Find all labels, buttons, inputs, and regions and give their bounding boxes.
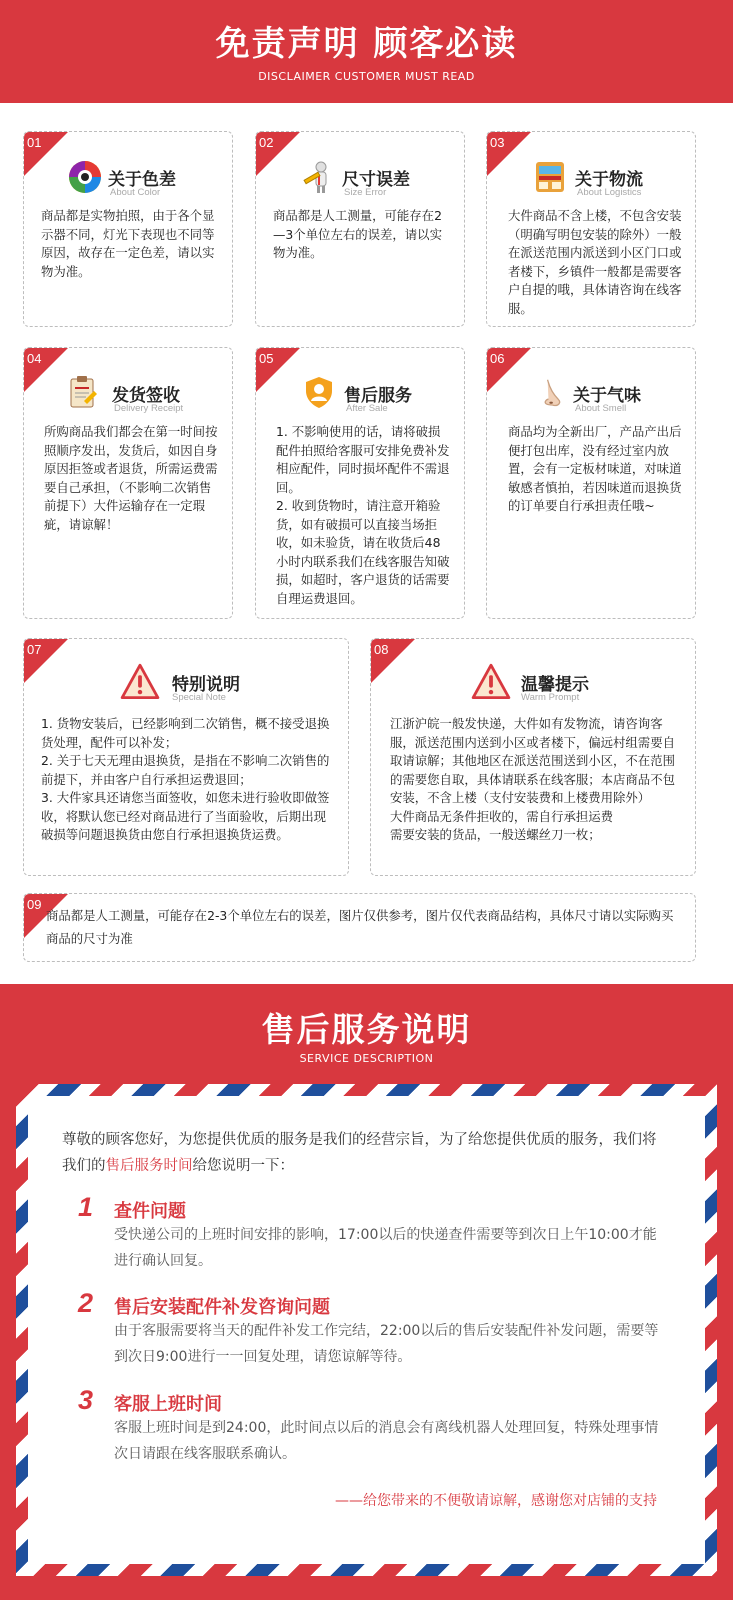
card-subtitle: Delivery Receipt (114, 403, 184, 414)
page-subtitle: DISCLAIMER CUSTOMER MUST READ (258, 70, 475, 83)
card-smell (486, 347, 696, 619)
item-text: 受快递公司的上班时间安排的影响，17:00以后的快递查件需要等到次日上午10:00才能进行确认回复。 (114, 1227, 657, 1269)
card-warm-prompt (370, 638, 696, 876)
card-subtitle: About Smell (575, 403, 627, 414)
card-color (23, 131, 233, 327)
card-text: 大件商品不含上楼，不包含安装（明确写明包安装的除外）一般在派送范围内派送到小区门口或者楼下，乡镇件一般都是需要客户自提的哦，具体请咨询在线客服。 (508, 208, 682, 316)
item-title: 查件问题 (114, 1201, 186, 1222)
card-title: 关于物流 (575, 170, 643, 190)
card-text: 1. 不影响使用的话，请将破损配件拍照给客服可安排免费补发相应配件，同时损坏配件不需退回。 2. 收到货物时，请注意开箱验货，如有破损可以直接当场拒收，如未验货，请在收货后48小时内联系我们在线客服告知破损，如超时，客户退货的话需要自理运费退回。 (276, 424, 450, 606)
item-number: 1 (78, 1192, 94, 1222)
service-section (0, 984, 733, 1600)
disclaimer-header (0, 0, 733, 103)
card-number: 01 (27, 135, 42, 150)
ruler-person-icon (300, 160, 334, 194)
service-intro: 尊敬的顾客您好，为您提供优质的服务是我们的经营宗旨，为了给您提供优质的服务，我们将我们的售后服务时间给您说明一下： (62, 1132, 657, 1174)
card-subtitle: Size Error (344, 187, 387, 198)
card-number: 06 (490, 351, 505, 366)
card-title: 关于气味 (573, 386, 641, 406)
card-number: 08 (374, 642, 389, 657)
card-number: 04 (27, 351, 42, 366)
card-subtitle: Special Note (172, 692, 226, 703)
card-subtitle: Warm Prompt (521, 692, 580, 703)
service-time-highlight: 售后服务时间 (105, 1158, 193, 1174)
warning-icon (120, 663, 160, 701)
card-text: 江浙沪皖一般发快递，大件如有发物流，请咨询客服，派送范围内送到小区或者楼下，偏远村组需要自取请谅解；其他地区在派送范围送到小区，不在范围的需要您自取，具体请联系在线客服；本店商品不包安装，不含上楼（支付安装费和上楼费用除外） 大件商品无条件拒收的，需自行承担运费 需要安装的货品，一般送螺丝刀一枚； (390, 716, 675, 842)
card-text: 所购商品我们都会在第一时间按照顺序发出，发货后，如因自身原因拒签或者退货，所需运费需要自己承担，（不影响二次销售前提下）大件运输存在一定瑕疵，请谅解！ (44, 424, 218, 532)
card-number: 05 (259, 351, 274, 366)
shield-user-icon (302, 375, 336, 409)
card-title: 关于色差 (108, 170, 176, 190)
warning-icon (471, 663, 511, 701)
card-text: 商品都是实物拍照，由于各个显示器不同，灯光下表现也不同等原因，故存在一定色差，请以实物为准。 (41, 208, 215, 279)
nose-icon (537, 372, 567, 414)
airmail-envelope-border (16, 1084, 717, 1576)
item-number: 2 (78, 1288, 94, 1318)
card-after-sale (255, 347, 465, 619)
item-text: 由于客服需要将当天的配件补发工作完结，22:00以后的售后安装配件补发问题，需要等到次日9:00进行一一回复处理，请您谅解等待。 (114, 1323, 659, 1365)
color-wheel-icon (68, 160, 102, 194)
service-footer: ——给您带来的不便敬请谅解，感谢您对店铺的支持 (335, 1493, 657, 1509)
card-text: 商品都是人工测量，可能存在2—3个单位左右的误差，请以实物为准。 (273, 208, 442, 260)
card-number: 02 (259, 135, 274, 150)
item-number: 3 (78, 1385, 94, 1415)
page-title: 免责声明 顾客必读 (215, 24, 518, 64)
card-logistics (486, 131, 696, 327)
card-text: 商品都是人工测量，可能存在2-3个单位左右的误差，图片仅供参考，图片仅代表商品结构，具体尺寸请以实际购买商品的尺寸为准 (46, 908, 674, 946)
card-number: 07 (27, 642, 42, 657)
card-title: 售后服务 (344, 386, 412, 406)
card-number: 03 (490, 135, 505, 150)
truck-icon (533, 160, 567, 194)
card-special-note (23, 638, 349, 876)
card-text: 商品均为全新出厂，产品产出后便打包出库，没有经过室内放置，会有一定板材味道，对味道敏感者慎拍，若因味道而退换货的订单要自行承担责任哦~ (508, 424, 682, 513)
card-title: 发货签收 (112, 386, 180, 406)
card-title: 特别说明 (172, 675, 240, 695)
card-measure (23, 893, 696, 962)
card-title: 温馨提示 (521, 675, 589, 695)
item-title: 客服上班时间 (114, 1394, 222, 1415)
card-subtitle: About Color (110, 187, 161, 198)
service-title: 售后服务说明 (261, 1010, 472, 1049)
card-text: 1. 货物安装后，已经影响到二次销售，概不接受退换货处理，配件可以补发； 2. 关于七天无理由退换货，是指在不影响二次销售的前提下，并由客户自行承担运费退回； 3. 大件家具还请您当面签收，如您未进行验收即做签收，将默认您已经对商品进行了当面验收，后期出现破损等问题退换货由您自行承担退换货运费。 (41, 716, 330, 842)
card-number: 09 (27, 897, 42, 912)
item-text: 客服上班时间是到24:00，此时间点以后的消息会有离线机器人处理回复，特殊处理事情 次日请跟在线客服联系确认。 (114, 1420, 659, 1462)
item-title: 售后安装配件补发咨询问题 (114, 1297, 330, 1318)
clipboard-icon (66, 375, 100, 409)
service-content (28, 1096, 705, 1564)
card-title: 尺寸误差 (342, 170, 410, 190)
service-subtitle: SERVICE DESCRIPTION (299, 1052, 434, 1065)
card-size (255, 131, 465, 327)
card-delivery (23, 347, 233, 619)
card-subtitle: About Logistics (577, 187, 642, 198)
card-subtitle: After Sale (346, 403, 388, 414)
